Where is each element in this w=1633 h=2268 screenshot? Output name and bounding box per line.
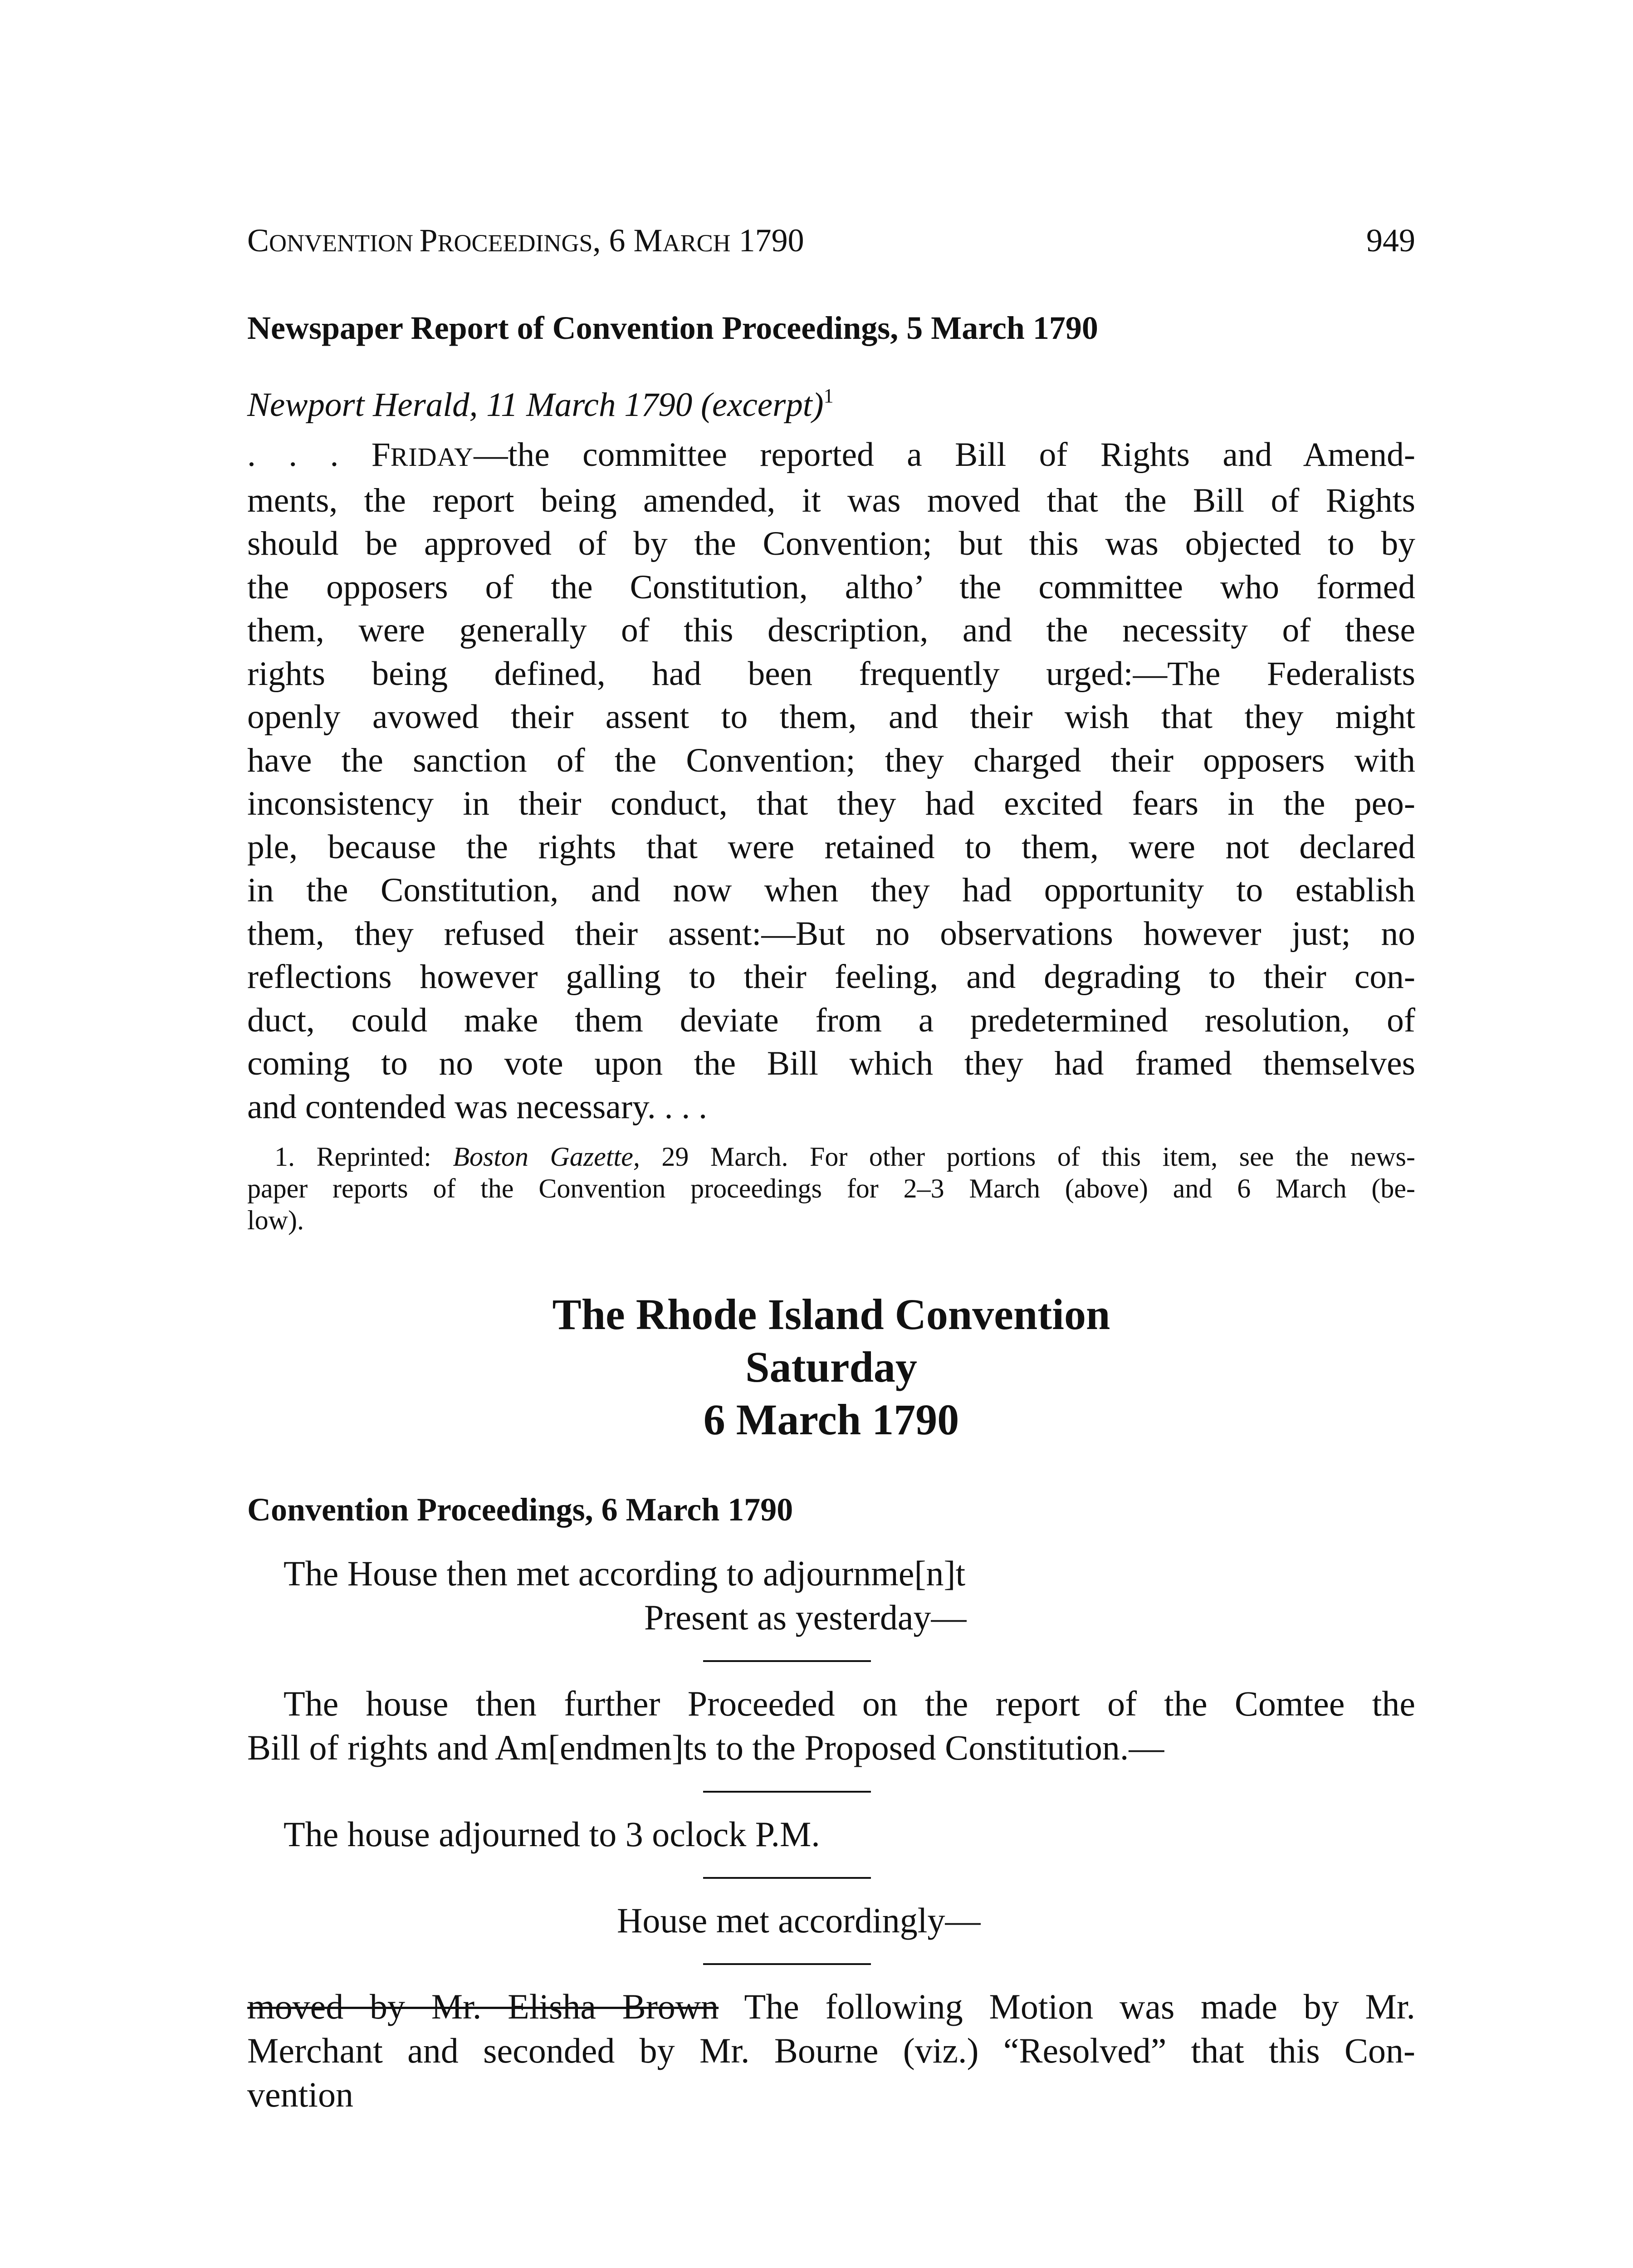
proceedings-paragraph: The house adjourned to 3 oclock P.M.: [284, 1814, 820, 1854]
footnote-line: low).: [247, 1205, 304, 1235]
proceedings-paragraph: The house then further Proceeded on the report of the Comtee the Bill of rights and Am[endmen]ts to the Proposed Constitution.—: [247, 1684, 1415, 1767]
footnote-line: paper reports of the Convention proceedings for 2–3 March (above) and 6 March (be-: [247, 1173, 1415, 1203]
article-line: duct, could make them deviate from a predetermined resolution, of: [247, 1001, 1415, 1039]
article-line: coming to no vote upon the Bill which they had framed themselves: [247, 1045, 1415, 1082]
proceedings-present: Present as yesterday—: [644, 1598, 967, 1637]
proceedings-paragraph: [247, 1984, 1415, 2116]
section-title-line: The Rhode Island Convention: [552, 1290, 1110, 1339]
section-title-line: Saturday: [745, 1343, 917, 1391]
proceedings-line: moved by Mr. Elisha Brown The following Motion was made by Mr.: [247, 1987, 1416, 2026]
section-rule: [703, 1660, 871, 1662]
running-head: [247, 220, 1415, 261]
footnote: [247, 1141, 1415, 1236]
article-line: . . . FRIDAY—the committee reported a Bill of Rights and Amend-: [247, 436, 1416, 474]
article-line: rights being defined, had been frequently urged:—The Federalists: [247, 655, 1415, 693]
page-number: 949: [1366, 222, 1415, 259]
section-subheading: Convention Proceedings, 6 March 1790: [247, 1491, 793, 1528]
section-rule: [703, 1791, 871, 1793]
article-line: inconsistency in their conduct, that they had excited fears in the peo-: [247, 785, 1415, 822]
article-line: ple, because the rights that were retained to them, were not declared: [247, 828, 1415, 866]
article-line: the opposers of the Constitution, altho’ the committee who formed: [247, 568, 1415, 606]
proceedings-paragraph: House met accordingly—: [617, 1901, 981, 1940]
footnote-reference: 1: [823, 385, 834, 407]
article-line: ments, the report being amended, it was moved that the Bill of Rights: [247, 481, 1415, 519]
section-rule: [703, 1877, 871, 1879]
proceedings-line: Merchant and seconded by Mr. Bourne (viz.) “Resolved” that this Con-: [247, 2031, 1415, 2070]
article-line: and contended was necessary. . . .: [247, 1088, 707, 1126]
proceedings-paragraph: The House then met according to adjournme[n]t: [284, 1554, 966, 1593]
article-line: in the Constitution, and now when they had opportunity to establish: [247, 871, 1415, 909]
section-title: [247, 1288, 1415, 1446]
article-line: openly avowed their assent to them, and their wish that they might: [247, 698, 1415, 736]
article-source: Newport Herald, 11 March 1790 (excerpt)$^1$: [247, 385, 834, 424]
article-line: have the sanction of the Convention; they charged their opposers with: [247, 741, 1415, 779]
article-line: them, were generally of this description, and the necessity of these: [247, 611, 1415, 649]
section-rule: [703, 1963, 871, 1965]
article-line: them, they refused their assent:—But no observations however just; no: [247, 914, 1415, 953]
article-line: reflections however galling to their feeling, and degrading to their con-: [247, 958, 1415, 996]
article-heading: Newspaper Report of Convention Proceedings, 5 March 1790: [247, 310, 1098, 346]
struck-text: moved by Mr. Elisha Brown: [247, 1987, 719, 2026]
running-head-title: CONVENTION PROCEEDINGS, 6 MARCH 1790: [247, 222, 804, 259]
article-body: [247, 433, 1415, 1129]
section-title-line: 6 March 1790: [703, 1395, 959, 1444]
footnote-line: 1. Reprinted: Boston Gazette, 29 March. For other portions of this item, see the news-: [274, 1142, 1416, 1172]
proceedings-line: vention: [247, 2075, 353, 2114]
footnote-source-title: Boston Gazette,: [453, 1142, 640, 1172]
friday-label: FRIDAY: [371, 436, 474, 474]
article-line: should be approved of by the Convention; but this was objected to by: [247, 525, 1415, 562]
